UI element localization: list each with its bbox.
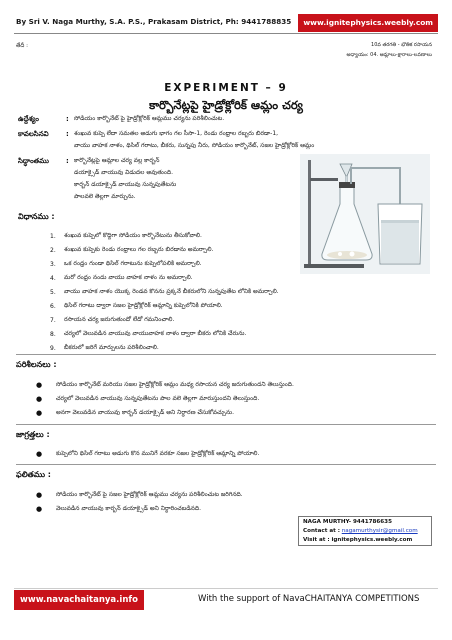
section-divider [16,424,436,425]
principle-line: పాలవలె తెల్లగా మార్చును. [74,193,136,200]
footer-website-badge[interactable]: www.navachaitanya.info [14,590,144,610]
experiment-title: కార్బొనేట్లపై హైడ్రోక్లోరిక్ ఆమ్లం చర్య [149,98,303,112]
principle-label: సిద్ధాంతము [18,157,49,165]
materials-line: శంఖువ కుప్పె లేదా సమతల అడుగు భాగం గల సీసా-1, రెండు రంధ్రాల రబ్బరు బిరడా-1, [74,130,279,137]
experiment-number: EXPERIMENT – 9 [164,82,288,94]
principle-line: కార్బన్ డయాక్సైడ్ వాయువు సున్నపుతేటను [74,181,177,188]
step-number: 1. [50,233,56,240]
procedure-step: మరో రంధ్రం నందు వాయు వాహక నాళం ను అమర్చాలి. [64,274,193,281]
aim-text: సోడియం కార్బొనేట్ పై హైడ్రోక్లోరిక్ ఆమ్లము చర్యను పరిశీలించుట. [74,115,225,122]
bullet-icon: ● [36,491,43,499]
procedure-step: వాయు వాహక నాళం యొక్క రెండవ కొనను ప్రక్కనే బీకరులోని సున్నపుతేట లోనికి అమర్చాలి. [64,288,279,295]
bullet-icon: ● [36,395,43,403]
apparatus-photo [300,154,430,274]
website-badge[interactable]: www.ignitephysics.weebly.com [298,14,438,32]
principle-line: డయాక్సైడ్ వాయువు విడుదల అవుతుంది. [74,169,174,176]
step-number: 2. [50,247,56,254]
visit-url-link[interactable]: ignitephysics.weebly.com [331,537,413,543]
contact-name: NAGA MURTHY- 9441786635 [303,519,392,525]
step-number: 9. [50,345,56,352]
visit-label: Visit at : [303,537,330,543]
observation-item: అనగా వెలువడిన వాయువు కార్బన్ డయాక్సైడ్ అని నిర్ధారణ చేసుకోవచ్చును. [56,409,235,416]
contact-label: Contact at : [303,528,340,534]
step-number: 5. [50,289,56,296]
procedure-step: థిసిల్ గరాటు ద్వారా సజల హైడ్రోక్లోరిక్ ఆమ్లాన్ని కుప్పెలోనికి పోయాలి. [64,302,223,309]
materials-line: వాయు వాహక నాళం, థిసిల్ గరాటు, బీకరు, సున్నపు నీరు, సోడియం కార్బొనేట్, సజల హైడ్రోక్లోరిక్ ఆమ్లం [74,142,315,149]
procedure-step: శంఖువ కుప్పెకు రెండు రంధ్రాలు గల రబ్బరు బిరడాను అమర్చాలి. [64,246,214,253]
header-divider [14,33,438,34]
result-item: సోడియం కార్బొనేట్ పై సజల హైడ్రోక్లోరిక్ ఆమ్లము చర్యను పరిశీలించుట జరిగినది. [56,491,243,498]
step-number: 7. [50,317,56,324]
step-number: 6. [50,303,56,310]
step-number: 3. [50,261,56,268]
worksheet-page [14,14,438,626]
date-label: తేదీ : [16,43,28,49]
bullet-icon: ● [36,409,43,417]
chapter-line: అధ్యాయం: 04. ఆమ్లాలు-క్షారాలు-లవణాలు [346,52,432,58]
result-item: వెలువడిన వాయువు కార్బన్ డయాక్సైడ్ అని నిర్ధారించబడినది. [56,505,202,512]
class-line: 10వ తరగతి - భౌతిక రసాయన [371,42,432,48]
bullet-icon: ● [36,381,43,389]
bullet-icon: ● [36,450,43,458]
procedure-step: బీకరులో జరిగే మార్పులను పరిశీలించాలి. [64,344,159,351]
aim-colon: : [66,115,69,123]
author-line: By Sri V. Naga Murthy, S.A. P.S., Prakasam District, Ph: 9441788835 [16,17,292,26]
section-divider [16,354,436,355]
materials-label: కావలసినవి [18,130,49,138]
result-heading: ఫలితము : [16,470,51,479]
precaution-item: కుప్పెలోని థిసిల్ గరాటు అడుగు కొన మునిగే వరకూ సజల హైడ్రోక్లోరిక్ ఆమ్లాన్ని పోయాలి. [56,450,260,457]
observations-heading: పరిశీలనలు : [16,360,57,369]
contact-visit-row [303,536,427,545]
procedure-step: చర్యలో వెలువడిన వాయువు వాయువాహక నాళం ద్వారా బీకరు లోనికి చేరును. [64,330,247,337]
footer-support-text: With the support of NavaCHAITANYA COMPETITIONS [198,594,420,604]
apparatus-illustration [300,154,430,274]
contact-box [298,516,432,546]
precautions-heading: జాగ్రత్తలు : [16,430,50,439]
step-number: 4. [50,275,56,282]
page-header [14,14,438,32]
aim-label: ఉద్దేశ్యం [18,115,39,123]
materials-colon: : [66,130,69,138]
observation-item: చర్యలో వెలువడిన వాయువు సున్నపుతేటను పాల వలె తెల్లగా మారుస్తుందని తెలుస్తుంది. [56,395,260,402]
procedure-step: ఒక రంధ్రం గుండా థిసిల్ గరాటును కుప్పెలోపలికి అమర్చాలి. [64,260,202,267]
footer-divider [14,588,438,589]
procedure-step: శంఖువ కుప్పెలో కొద్దిగా సోడియం కార్బొనేటును తీసుకోవాలి. [64,232,202,239]
principle-line: కార్బొనేట్లపై ఆమ్లాల చర్య వల్ల కార్బన్ [74,157,160,164]
section-divider [16,464,436,465]
bullet-icon: ● [36,505,43,513]
contact-email-row [303,527,427,536]
principle-colon: : [66,157,69,165]
procedure-step: రసాయన చర్య జరుగుతుందో లేదో గమనించాలి. [64,316,175,323]
observation-item: సోడియం కార్బొనేట్ మరియు సజల హైడ్రోక్లోరిక్ ఆమ్లం మధ్య రసాయన చర్య జరుగుతుందని తెలుస్తుంది. [56,381,294,388]
contact-email-link[interactable]: nagamurthysir@gmail.com [341,528,418,534]
step-number: 8. [50,331,56,338]
procedure-heading: విధానము : [18,212,55,221]
